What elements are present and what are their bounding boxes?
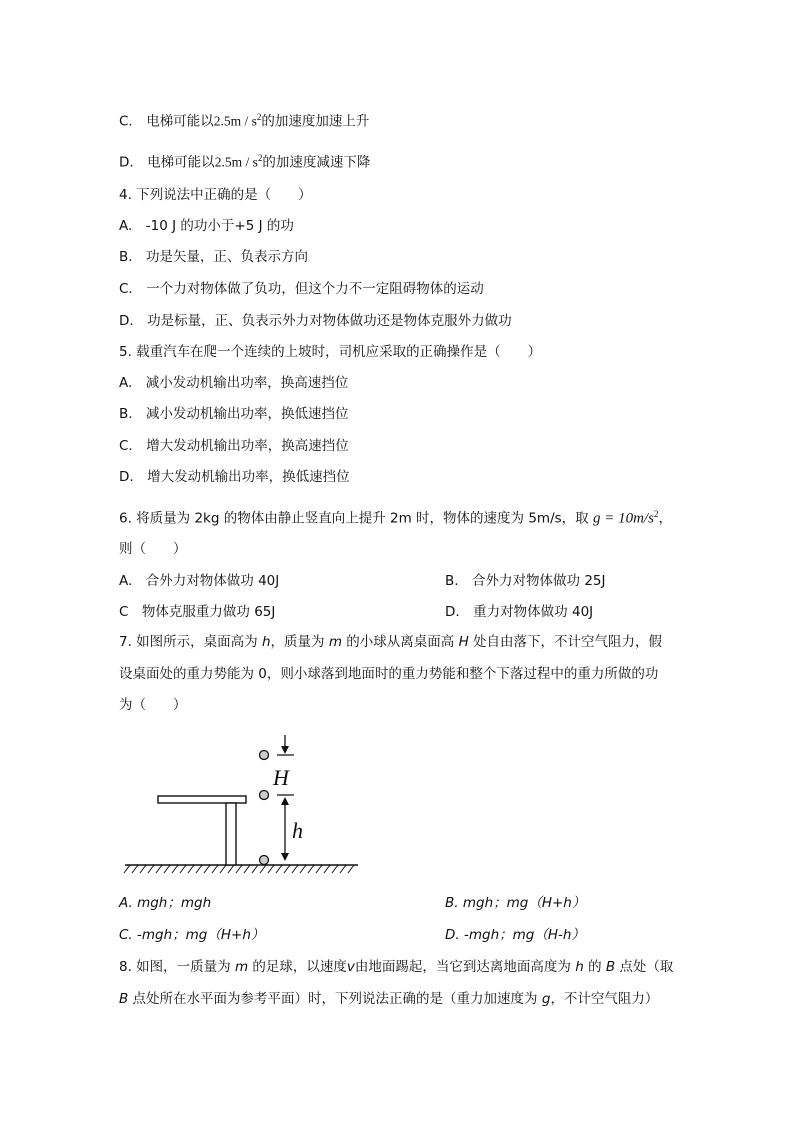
q3-option-c-exp: 2 <box>256 112 262 122</box>
q7-var-m: m <box>328 634 342 650</box>
q3-option-c-value: 2.5m / s <box>213 113 257 129</box>
q5-option-c: C. 增大发动机输出功率，换高速挡位 <box>119 438 349 454</box>
q7-text-a: 7. 如图所示，桌面高为 <box>119 634 262 650</box>
q7-stem-line1 <box>119 632 662 652</box>
q6-g-expression: g = 10m/s <box>592 510 654 527</box>
q5-stem: 5. 载重汽车在爬一个连续的上坡时，司机应采取的正确操作是（ ） <box>119 344 542 360</box>
q8-var-m: m <box>234 959 249 975</box>
q6-option-c: C 物体克服重力做功 65J <box>119 604 276 620</box>
q7-option-b: B. mgh；mg（H+h） <box>445 895 586 911</box>
q7-var-h: h <box>261 634 271 650</box>
q8-var-B: B <box>605 959 616 975</box>
label-H: H <box>273 765 289 790</box>
table-leg <box>226 803 236 865</box>
q6-option-b: B. 合外力对物体做功 25J <box>445 573 606 589</box>
q7-figure <box>120 733 370 878</box>
q7-option-c: C. -mgh；mg（H+h） <box>119 927 265 943</box>
q7-var-H: H <box>458 634 469 650</box>
q7-text-c: 的小球从离桌面高 <box>341 634 459 650</box>
q5-option-a: A. 减小发动机输出功率，换高速挡位 <box>119 375 349 391</box>
h-arrow-head-top <box>281 797 289 805</box>
q8-text-e: 点处（取 <box>615 959 674 975</box>
q8-stem-line2 <box>119 989 658 1009</box>
ball-top <box>260 751 269 760</box>
q6-stem <box>119 504 672 529</box>
q3-option-c-text: C. 电梯可能以 <box>119 113 214 130</box>
q7-text-d: 处自由落下，不计空气阻力，假 <box>468 634 663 650</box>
label-h: h <box>292 818 303 843</box>
q6-g-exponent: 2 <box>653 509 659 519</box>
q8-stem-line1 <box>119 957 673 977</box>
q7-text-b: ，质量为 <box>270 634 329 650</box>
q8-text-f: 点处所在水平面为参考平面）时，下列说法正确的是（重力加速度为 <box>128 991 542 1007</box>
q4-option-a: A. -10 J 的功小于+5 J 的功 <box>119 218 294 234</box>
q8-text-g: ，不计空气阻力） <box>550 991 659 1007</box>
q6-option-d: D. 重力对物体做功 40J <box>445 604 594 620</box>
ball-table-level <box>260 791 269 800</box>
ground-hatching <box>124 865 354 873</box>
q8-var-h: h <box>575 959 584 975</box>
q8-text-a: 8. 如图，一质量为 <box>119 959 235 975</box>
q4-option-d: D. 功是标量，正、负表示外力对物体做功还是物体克服外力做功 <box>119 313 512 329</box>
q6-stem-end: ， <box>658 510 672 527</box>
h-arrow-head-bottom <box>281 853 289 861</box>
q6-stem-text: 6. 将质量为 2kg 的物体由静止竖直向上提升 2m 时，物体的速度为 5m/s，取 <box>119 510 589 527</box>
q3-option-c-suffix: 的加速度加速上升 <box>261 113 370 130</box>
q4-option-c: C. 一个力对物体做了负功，但这个力不一定阻碍物体的运动 <box>119 281 484 297</box>
q8-var-B2: B <box>119 991 129 1007</box>
q4-option-b: B. 功是矢量，正、负表示方向 <box>119 249 309 265</box>
table-top <box>158 796 246 803</box>
q4-stem: 4. 下列说法中正确的是（ ） <box>119 187 312 203</box>
q8-var-v: v <box>346 959 355 975</box>
table-ball-diagram <box>120 733 370 878</box>
q3-option-d-value: 2.5m / s <box>214 154 258 170</box>
q6-stem-line2: 则（ ） <box>119 541 187 557</box>
q7-stem-line2: 设桌面处的重力势能为 0，则小球落到地面时的重力势能和整个下落过程中的重力所做的功 <box>119 666 659 682</box>
q3-option-d-suffix: 的加速度减速下降 <box>262 154 371 171</box>
q8-var-g: g <box>541 991 551 1007</box>
q3-option-d <box>119 148 370 173</box>
q3-option-d-text: D. 电梯可能以 <box>119 154 215 171</box>
q3-option-d-exp: 2 <box>257 153 263 163</box>
H-arrow-head <box>281 746 289 754</box>
q3-option-c <box>119 107 369 132</box>
q6-option-a: A. 合外力对物体做功 40J <box>119 573 280 589</box>
q5-option-d: D. 增大发动机输出功率，换低速挡位 <box>119 469 350 485</box>
q8-text-b: 的足球，以速度 <box>248 959 347 975</box>
ball-ground <box>260 856 269 865</box>
q7-stem-line3: 为（ ） <box>119 697 187 713</box>
q5-option-b: B. 减小发动机输出功率，换低速挡位 <box>119 406 349 422</box>
q8-text-d: 的 <box>583 959 606 975</box>
q7-option-a: A. mgh；mgh <box>119 895 212 911</box>
q7-option-d: D. -mgh；mg（H-h） <box>445 927 585 943</box>
q8-text-c: 由地面踢起，当它到达离地面高度为 <box>354 959 576 975</box>
